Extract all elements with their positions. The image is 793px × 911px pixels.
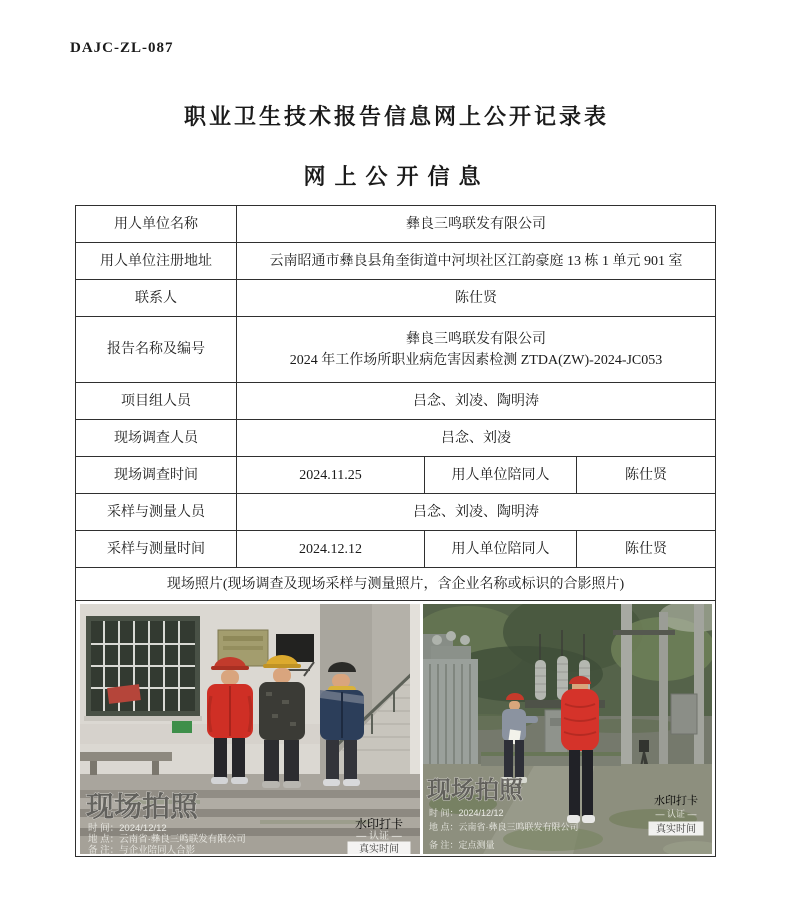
row-value: 2024.12.12	[237, 531, 425, 568]
watermark-time: 时 间：2024/12/12	[88, 822, 167, 834]
row-value: 吕念、刘凌、陶明涛	[237, 494, 716, 531]
row-label: 采样与测量时间	[76, 531, 237, 568]
row-value: 吕念、刘凌、陶明涛	[237, 383, 716, 420]
row-label: 项目组人员	[76, 383, 237, 420]
site-photo-group	[80, 604, 420, 854]
document-subtitle: 网上公开信息	[303, 164, 490, 189]
row-label: 现场调查人员	[76, 420, 237, 457]
info-table	[75, 205, 716, 857]
row-value: 彝良三鸣联发有限公司	[237, 206, 716, 243]
table-row	[76, 568, 716, 601]
table-row	[76, 457, 716, 494]
watermark-place: 地 点：云南省·彝良三鸣联发有限公司	[429, 821, 579, 832]
row-label: 用人单位注册地址	[76, 243, 237, 280]
group-photo-illustration	[80, 604, 420, 854]
row-label: 现场调查时间	[76, 457, 237, 494]
table-row	[76, 206, 716, 243]
watermark-note: 备 注：定点测量	[429, 839, 495, 850]
row-label: 用人单位名称	[76, 206, 237, 243]
watermark-cert-label: — 认证 —	[655, 808, 697, 819]
row-label: 报告名称及编号	[76, 317, 237, 383]
watermark-realtime-badge: 真实时间	[656, 823, 696, 835]
watermark-realtime-badge: 真实时间	[359, 843, 399, 854]
table-row	[76, 494, 716, 531]
row-value: 2024.11.25	[237, 457, 425, 494]
window-with-bars	[84, 616, 202, 733]
companion-value: 陈仕贤	[577, 531, 716, 568]
table-row	[76, 317, 716, 383]
row-value	[237, 317, 716, 383]
watermark-title: 现场拍照	[86, 790, 199, 822]
photo-caption: 现场照片(现场调查及现场采样与测量照片，含企业名称或标识的合影照片)	[76, 568, 716, 601]
row-value: 云南昭通市彝良县角奎街道中河坝社区江韵豪庭 13 栋 1 单元 901 室	[237, 243, 716, 280]
watermark-note: 备 注：与企业陪同人合影	[88, 844, 196, 854]
watermark-stamp-label: 水印打卡	[654, 794, 698, 807]
companion-label: 用人单位陪同人	[425, 457, 577, 494]
row-value: 陈仕贤	[237, 280, 716, 317]
report-name: 彝良三鸣联发有限公司	[406, 331, 547, 347]
table-row	[76, 243, 716, 280]
photo-strip	[80, 604, 711, 854]
table-row	[76, 531, 716, 568]
watermark-cert-label: — 认证 —	[356, 830, 402, 842]
watermark-time: 时 间：2024/12/12	[429, 807, 504, 818]
watermark-stamp-label: 水印打卡	[354, 816, 404, 831]
document-code: DAJC-ZL-087	[70, 40, 174, 56]
table-row	[76, 420, 716, 457]
document-title: 职业卫生技术报告信息网上公开记录表	[183, 104, 609, 129]
companion-label: 用人单位陪同人	[425, 531, 577, 568]
table-row	[76, 601, 716, 857]
substation-photo-illustration	[423, 604, 712, 854]
row-label: 联系人	[76, 280, 237, 317]
watermark-place: 地 点：云南省·彝良三鸣联发有限公司	[88, 833, 246, 845]
table-row	[76, 280, 716, 317]
site-photo-measurement	[423, 604, 712, 854]
companion-value: 陈仕贤	[577, 457, 716, 494]
row-value: 吕念、刘凌	[237, 420, 716, 457]
row-label: 采样与测量人员	[76, 494, 237, 531]
report-number: 2024 年工作场所职业病危害因素检测 ZTDA(ZW)-2024-JC053	[289, 352, 663, 368]
table-row	[76, 383, 716, 420]
watermark-title: 现场拍照	[427, 776, 523, 804]
